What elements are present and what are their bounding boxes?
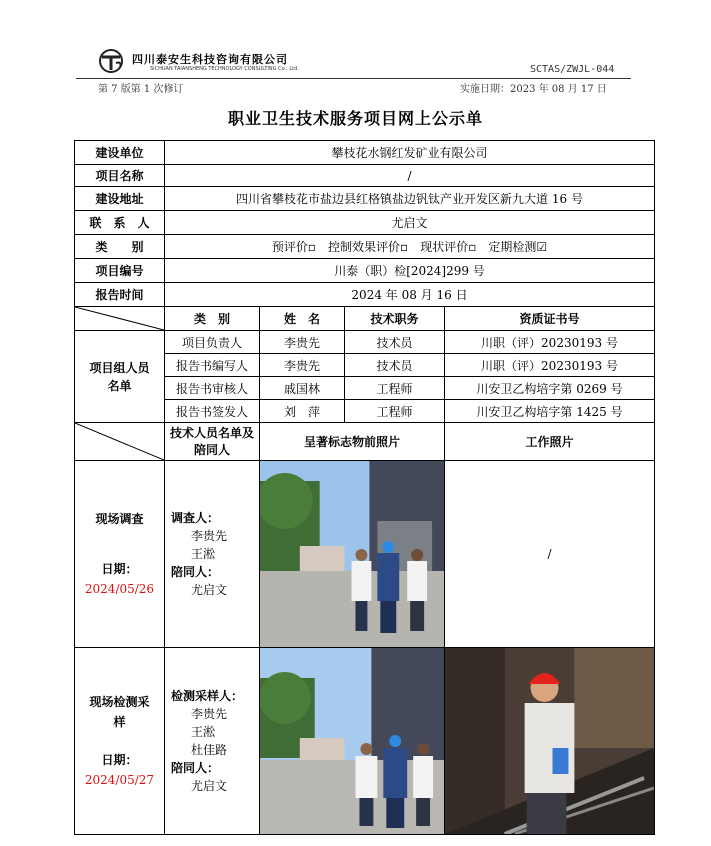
- work-photo-image: [445, 648, 654, 834]
- team-cert: 川职（评）20230193 号: [445, 331, 655, 354]
- contact-label: 联 系 人: [75, 211, 165, 235]
- team-name: 李贵先: [260, 331, 345, 354]
- team-row: [75, 331, 655, 354]
- number-label: 项目编号: [75, 259, 165, 283]
- company-name-en: SICHUAN TAIANSHENG TECHNOLOGY CONSULTING Co., Ltd.: [150, 66, 299, 72]
- row-number: [75, 259, 655, 283]
- sampler-name: 王淞: [191, 725, 216, 739]
- number-value: 川泰（职）检[2024]299 号: [165, 259, 655, 283]
- escort-label: 陪同人：: [171, 761, 220, 775]
- sampler-label: 检测采样人：: [171, 689, 244, 703]
- survey-label: 现场调查: [95, 512, 144, 526]
- report-time-value: 2024 年 08 月 16 日: [165, 283, 655, 307]
- escort-label: 陪同人：: [171, 565, 220, 579]
- sampler-name: 李贵先: [191, 707, 228, 721]
- survey-row: [75, 461, 655, 648]
- report-time-label: 报告时间: [75, 283, 165, 307]
- row-address: [75, 187, 655, 211]
- sampling-date-label: 日期：: [101, 753, 138, 767]
- diagonal-cell: [75, 423, 165, 461]
- work-photo-header: 工作照片: [445, 423, 655, 461]
- team-title: 工程师: [345, 377, 445, 400]
- team-header-row: [75, 307, 655, 331]
- team-header-role: 类 别: [165, 307, 260, 331]
- staff-header: 技术人员名单及陪同人: [165, 423, 260, 461]
- survey-label-cell: [75, 461, 165, 648]
- company-name-cn: 四川泰安生科技咨询有限公司: [132, 53, 288, 66]
- sampler-name: 杜佳路: [191, 743, 228, 757]
- sampling-row: [75, 648, 655, 835]
- address-label: 建设地址: [75, 187, 165, 211]
- edition-label: 第 7 版第 1 次修订: [98, 84, 184, 95]
- team-section-label: [75, 331, 165, 423]
- survey-staff-cell: [165, 461, 260, 648]
- team-cert: 川安卫乙构培字第 1425 号: [445, 400, 655, 423]
- project-value: /: [165, 165, 655, 187]
- team-name: 戚国林: [260, 377, 345, 400]
- unit-label: 建设单位: [75, 141, 165, 165]
- landmark-photo-header: 呈著标志物前照片: [260, 423, 445, 461]
- notice-table: [74, 140, 655, 835]
- row-unit: [75, 141, 655, 165]
- project-label: 项目名称: [75, 165, 165, 187]
- survey-work-photo: /: [445, 461, 655, 648]
- sampling-date: 2024/05/27: [84, 773, 155, 787]
- header-rule: [76, 78, 631, 79]
- team-header-cert: 资质证书号: [445, 307, 655, 331]
- team-name: 李贵先: [260, 354, 345, 377]
- effective-date: 实施日期：2023 年 08 月 17 日: [460, 84, 607, 95]
- sampling-work-photo: [445, 648, 655, 835]
- document-code: SCTAS/ZWJL-044: [530, 64, 615, 75]
- sampling-label-cell: [75, 648, 165, 835]
- row-report-time: [75, 283, 655, 307]
- team-cert: 川安卫乙构培字第 0269 号: [445, 377, 655, 400]
- team-role: 报告书签发人: [165, 400, 260, 423]
- team-role: 报告书审核人: [165, 377, 260, 400]
- team-role: 项目负责人: [165, 331, 260, 354]
- team-header-title: 技术职务: [345, 307, 445, 331]
- unit-value: 攀枝花水钢红发矿业有限公司: [165, 141, 655, 165]
- escort-name: 尤启文: [191, 779, 228, 793]
- survey-landmark-photo: [260, 461, 445, 648]
- type-value: 预评价▫ 控制效果评价▫ 现状评价▫ 定期检测☑: [165, 235, 655, 259]
- diagonal-line: [75, 307, 164, 330]
- survey-date: 2024/05/26: [84, 582, 155, 596]
- diagonal-cell: [75, 307, 165, 331]
- page-title: 职业卫生技术服务项目网上公示单: [227, 109, 483, 128]
- sampling-landmark-photo: [260, 648, 445, 835]
- row-contact: [75, 211, 655, 235]
- landmark-photo-image: [260, 461, 444, 647]
- team-title: 技术员: [345, 331, 445, 354]
- team-section-text: 项目组人员名单: [89, 360, 150, 393]
- team-name: 刘 萍: [260, 400, 345, 423]
- type-label: 类 别: [75, 235, 165, 259]
- team-header-name: 姓 名: [260, 307, 345, 331]
- team-title: 工程师: [345, 400, 445, 423]
- investigator-name: 王淞: [191, 547, 216, 561]
- row-type: [75, 235, 655, 259]
- diagonal-line: [75, 423, 164, 460]
- photo-header-row: [75, 423, 655, 461]
- survey-date-label: 日期：: [101, 562, 138, 576]
- team-cert: 川职（评）20230193 号: [445, 354, 655, 377]
- investigator-name: 李贵先: [191, 529, 228, 543]
- investigator-label: 调查人：: [171, 511, 220, 525]
- sampling-label: 现场检测采样: [89, 695, 150, 729]
- row-project: [75, 165, 655, 187]
- landmark-photo-image: [260, 648, 444, 834]
- address-value: 四川省攀枝花市盐边县红格镇盐边钒钛产业开发区新九大道 16 号: [165, 187, 655, 211]
- team-role: 报告书编写人: [165, 354, 260, 377]
- company-logo: [98, 48, 126, 74]
- contact-value: 尤启文: [165, 211, 655, 235]
- escort-name: 尤启文: [191, 583, 228, 597]
- team-title: 技术员: [345, 354, 445, 377]
- sampling-staff-cell: [165, 648, 260, 835]
